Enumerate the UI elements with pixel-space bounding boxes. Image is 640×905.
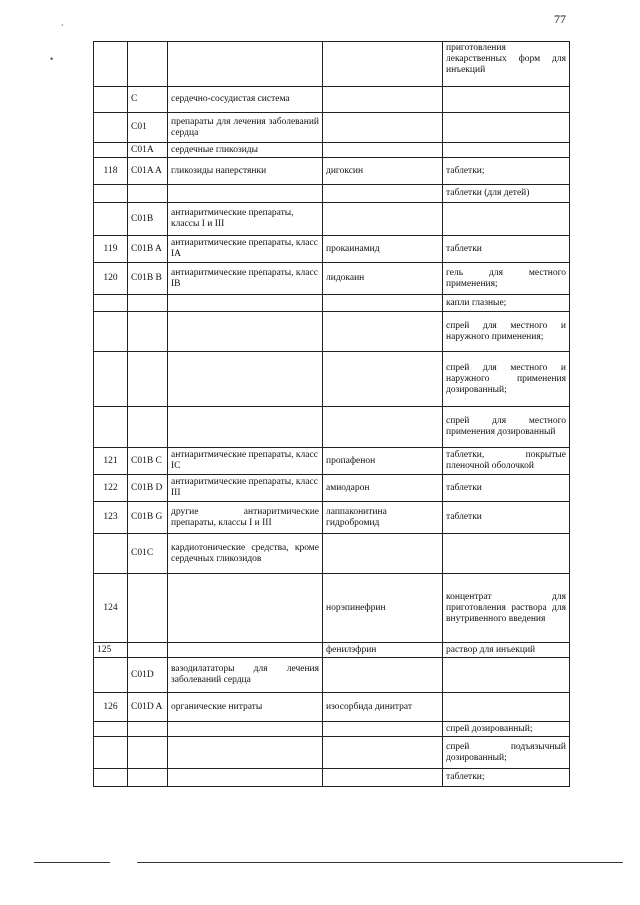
atc-code: C (128, 87, 168, 113)
table-row (94, 722, 570, 737)
atc-code (128, 352, 168, 407)
anatomical-group: другие антиаритмические препараты, классы I и III (168, 502, 323, 534)
dosage-form: таблетки (443, 502, 570, 534)
row-number: 126 (94, 693, 128, 722)
drug-name: норэпинефрин (323, 574, 443, 643)
row-number: 123 (94, 502, 128, 534)
drug-name (323, 295, 443, 312)
drug-name (323, 143, 443, 158)
dosage-form: спрей для местного и наружного применения; (443, 312, 570, 352)
page-number: 77 (554, 12, 566, 26)
row-number (94, 722, 128, 737)
drug-name: фенилэфрин (323, 643, 443, 658)
drug-name: лаппаконитина гидробромид (323, 502, 443, 534)
row-number: 118 (94, 158, 128, 185)
dosage-form: раствор для инъекций (443, 643, 570, 658)
row-number (94, 737, 128, 769)
row-number (94, 143, 128, 158)
atc-code (128, 643, 168, 658)
table-row (94, 534, 570, 574)
atc-code (128, 42, 168, 87)
atc-code: C01C (128, 534, 168, 574)
row-number (94, 407, 128, 448)
anatomical-group (168, 574, 323, 643)
row-number (94, 658, 128, 693)
atc-code (128, 295, 168, 312)
anatomical-group (168, 295, 323, 312)
dosage-form: таблетки (443, 236, 570, 263)
atc-code: C01A (128, 143, 168, 158)
atc-code (128, 574, 168, 643)
drug-name: лидокаин (323, 263, 443, 295)
row-number: 121 (94, 448, 128, 475)
anatomical-group (168, 312, 323, 352)
atc-code: C01D (128, 658, 168, 693)
row-number (94, 769, 128, 787)
table-row (94, 407, 570, 448)
drug-name (323, 113, 443, 143)
drug-name (323, 658, 443, 693)
drug-name (323, 312, 443, 352)
dosage-form (443, 143, 570, 158)
medicines-table (93, 41, 570, 787)
atc-code: C01B G (128, 502, 168, 534)
table-row (94, 643, 570, 658)
dosage-form: капли глазные; (443, 295, 570, 312)
atc-code (128, 722, 168, 737)
dosage-form: спрей подъязычный дозированный; (443, 737, 570, 769)
anatomical-group (168, 407, 323, 448)
anatomical-group: кардиотонические средства, кроме сердечных гликозидов (168, 534, 323, 574)
drug-name (323, 722, 443, 737)
dosage-form: спрей дозированный; (443, 722, 570, 737)
dosage-form: спрей для местного применения дозированный (443, 407, 570, 448)
anatomical-group (168, 643, 323, 658)
anatomical-group (168, 737, 323, 769)
dosage-form: таблетки (443, 475, 570, 502)
dosage-form (443, 87, 570, 113)
drug-name (323, 407, 443, 448)
anatomical-group (168, 42, 323, 87)
drug-name (323, 203, 443, 236)
table-row (94, 295, 570, 312)
table-row (94, 263, 570, 295)
anatomical-group: препараты для лечения заболеваний сердца (168, 113, 323, 143)
drug-name (323, 352, 443, 407)
row-number: 122 (94, 475, 128, 502)
anatomical-group: антиаритмические препараты, класс IA (168, 236, 323, 263)
anatomical-group (168, 769, 323, 787)
row-number (94, 203, 128, 236)
row-number: 119 (94, 236, 128, 263)
row-number (94, 534, 128, 574)
drug-name: амиодарон (323, 475, 443, 502)
atc-code (128, 185, 168, 203)
dosage-form (443, 534, 570, 574)
row-number: 125 (94, 643, 128, 658)
dosage-form: таблетки, покрытые пленочной оболочкой (443, 448, 570, 475)
dosage-form (443, 203, 570, 236)
dosage-form: таблетки; (443, 158, 570, 185)
drug-name (323, 42, 443, 87)
anatomical-group (168, 185, 323, 203)
anatomical-group: вазодилататоры для лечения заболеваний сердца (168, 658, 323, 693)
atc-code: C01B D (128, 475, 168, 502)
table-row (94, 236, 570, 263)
drug-name (323, 185, 443, 203)
atc-code: C01 (128, 113, 168, 143)
drug-name (323, 87, 443, 113)
table-row (94, 158, 570, 185)
atc-code: C01B B (128, 263, 168, 295)
table-row (94, 42, 570, 87)
dosage-form (443, 658, 570, 693)
dosage-form: концентрат для приготовления раствора для внутривенного введения (443, 574, 570, 643)
footer-rule-left (34, 862, 110, 863)
scan-mark: ` (61, 23, 64, 33)
drug-name (323, 534, 443, 574)
drug-name: пропафенон (323, 448, 443, 475)
atc-code: C01B (128, 203, 168, 236)
drug-name: дигоксин (323, 158, 443, 185)
table-row (94, 475, 570, 502)
drug-name: прокаинамид (323, 236, 443, 263)
atc-code (128, 737, 168, 769)
row-number (94, 352, 128, 407)
dosage-form (443, 113, 570, 143)
table-row (94, 448, 570, 475)
dosage-form: таблетки (для детей) (443, 185, 570, 203)
dosage-form: спрей для местного и наружного применения дозированный; (443, 352, 570, 407)
anatomical-group: антиаритмические препараты, класс III (168, 475, 323, 502)
table-row (94, 658, 570, 693)
footer-rule-right (137, 862, 623, 863)
table-row (94, 693, 570, 722)
table-row (94, 87, 570, 113)
drug-name (323, 737, 443, 769)
table-row (94, 143, 570, 158)
row-number (94, 295, 128, 312)
anatomical-group: сердечные гликозиды (168, 143, 323, 158)
dosage-form (443, 693, 570, 722)
dosage-form: гель для местного применения; (443, 263, 570, 295)
drug-name (323, 769, 443, 787)
table-row (94, 113, 570, 143)
table-row (94, 185, 570, 203)
atc-code: C01D A (128, 693, 168, 722)
anatomical-group: органические нитраты (168, 693, 323, 722)
table-row (94, 502, 570, 534)
atc-code: C01B A (128, 236, 168, 263)
row-number (94, 113, 128, 143)
anatomical-group: антиаритмические препараты, класс IC (168, 448, 323, 475)
atc-code: C01A A (128, 158, 168, 185)
row-number (94, 87, 128, 113)
anatomical-group: сердечно-сосудистая система (168, 87, 323, 113)
atc-code (128, 312, 168, 352)
row-number (94, 185, 128, 203)
anatomical-group: антиаритмические препараты, классы I и III (168, 203, 323, 236)
dosage-form: таблетки; (443, 769, 570, 787)
row-number: 120 (94, 263, 128, 295)
row-number (94, 42, 128, 87)
dosage-form: приготовления лекарственных форм для инъекций (443, 42, 570, 87)
table-row (94, 574, 570, 643)
table-row (94, 737, 570, 769)
table-row (94, 312, 570, 352)
anatomical-group (168, 352, 323, 407)
anatomical-group (168, 722, 323, 737)
row-number: 124 (94, 574, 128, 643)
anatomical-group: гликозиды наперстянки (168, 158, 323, 185)
drug-name: изосорбида динитрат (323, 693, 443, 722)
table-row (94, 352, 570, 407)
table-row (94, 203, 570, 236)
atc-code: C01B C (128, 448, 168, 475)
anatomical-group: антиаритмические препараты, класс IB (168, 263, 323, 295)
atc-code (128, 407, 168, 448)
table-row (94, 769, 570, 787)
atc-code (128, 769, 168, 787)
row-number (94, 312, 128, 352)
scan-mark: • (50, 54, 54, 64)
